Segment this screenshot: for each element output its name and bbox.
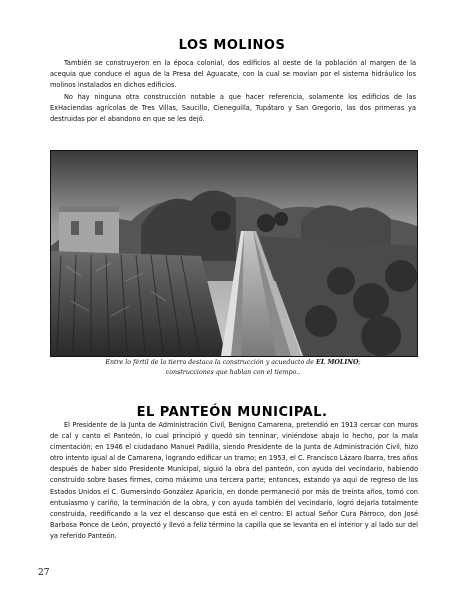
photo-caption [50, 358, 416, 377]
photo-illustration [51, 151, 417, 356]
molino-aqueduct-photo [50, 150, 418, 357]
molinos-paragraph-2: No hay ninguna otra construcción notable a que hacer referencia, solamente los edificios de las ExHaciendas agrícolas de Tres Villas, Saucillo, Cieneguilla, Tupátaro y San Gregorio, las dos primeras ya destruidas por el abandono en que se les dejó. [50, 93, 416, 124]
molinos-paragraph-1: También se construyeron en la época colonial, dos edificios al oeste de la población al margen de la acequia que conduce el agua de la Presa del Aguacate, con la cual se movían por el sistema hidráulico los molinos instalados en dichos edificios. [50, 59, 416, 90]
section-title-panteon: EL PANTEÓN MUNICIPAL. [136, 405, 328, 420]
caption-emphasis: EL MOLINO [316, 359, 359, 366]
caption-line-1-text: Entre lo fértil de la tierra destaca la construcción y acueducto de [105, 359, 317, 366]
panteon-paragraph: El Presidente de la Junta de Administración Civil, Benigno Camarena, pretendió en 1913 cercar con muros de cal y canto el Panteón, lo cual principió y quedó sin tenninar, viniéndose abajo lo hecho, por la mala cimentación; en 1946 el ciudadano Manuel Padilla, siendo Presidente de la Junta de Administración Civil, hizo otro intento igual al de Camarena, logrando edificar un tramo; en 1953, el C. Francisco Lázaro Ibarra, tres años después de haber sido Presidente Municipal, siguió la obra del panteón, con ayuda del vecindario, habiendo construido sobre bases firmes, como máximo una tercera parte; entonces, estando ya aquí de regreso de los Estados Unidos el C. Gumersindo González Aparicio, en donde permaneció por más de treinta años, tomó con entusiasmo y cariño, la terminación de la obra, y con ayuda también del vecindario, logró dejarla totalmente construida, reedificando a la vez el descanso que está en el centro: El actual Señor Cura Párroco, don José Barbosa Ponce de León, proyectó y llevó a feliz término la capilla que se levanta en el interior y al lado sur del ya referido Panteón. [50, 421, 418, 540]
section-title-molinos: LOS MOLINOS [178, 38, 286, 53]
page-number: 27 [38, 568, 50, 578]
caption-line-2: construcciones que hablan con el tiempo.. [165, 368, 301, 376]
caption-line-1-end: ; [358, 359, 361, 366]
